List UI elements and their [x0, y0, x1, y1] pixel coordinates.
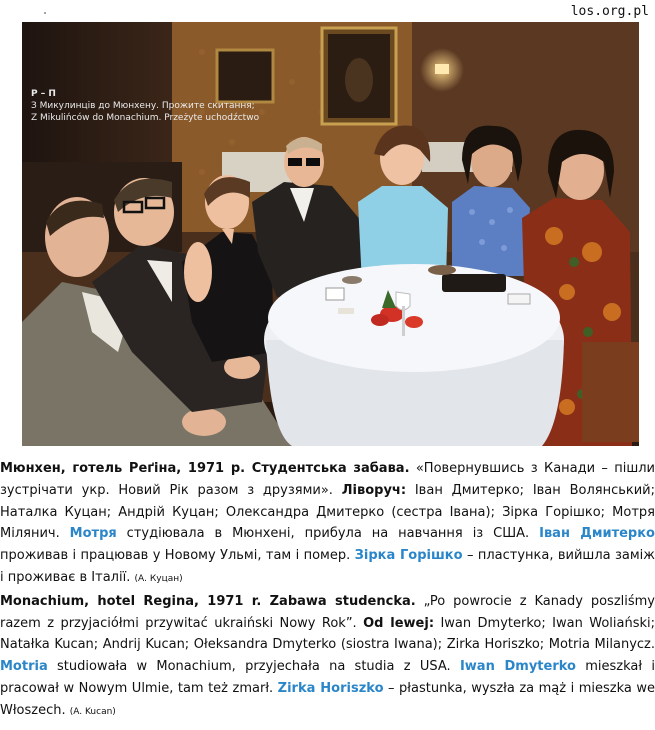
dot-mark: [44, 12, 46, 14]
caption-pl-text-2: mieszkał i pracował w Nowym Ulmie, tam też zmarł.: [0, 659, 655, 696]
caption-pl-source: (A. Kucan): [69, 706, 116, 717]
photo-overlay-text: [31, 88, 259, 124]
caption-uk-quote: «Повернувшись з Канади – пішли зустрічати укр. Новий Рік разом з друзями».: [0, 461, 655, 498]
caption-uk-text-3: – пластунка, вийшла заміж і проживає в Італії.: [0, 548, 655, 585]
caption-pl-name-iwan: Iwan Dmyterko: [459, 659, 576, 675]
caption-uk-source: (А. Куцан): [134, 573, 183, 584]
caption-uk-from-left: Ліворуч:: [341, 482, 407, 498]
caption-uk-text-1: студіювала в Мюнхені, прибула на навчання із США.: [116, 526, 540, 542]
caption-uk-name-ivan: Іван Дмитерко: [539, 526, 655, 542]
caption-uk-names: Іван Дмитерко; Іван Волянський; Наталка Куцан; Андрій Куцан; Олександра Дмитерко (сестра Івана); Зірка Горішко; Мотря Мілянич.: [0, 482, 655, 542]
caption-pl-text-1: studiowała w Monachium, przyjechała na studia z USA.: [47, 659, 460, 675]
photo-illustration: [22, 22, 639, 446]
caption-pl-text-3: – płastunka, wyszła za mąż i mieszka we Włoszech.: [0, 680, 655, 718]
group-photo: [22, 22, 639, 446]
overlay-line-pl: Z Mikulińców do Monachium. Przeżyte uchodźctwo: [31, 113, 260, 123]
caption-uk-lead: Мюнхен, готель Реґіна, 1971 р. Студентська забава.: [0, 461, 410, 476]
caption-pl-names: Iwan Dmyterko; Iwan Woliański; Natałka Kucan; Andrij Kucan; Ołeksandra Dmyterko (siostra Iwana); Zirka Horiszko; Motria Milanycz.: [0, 615, 655, 653]
caption-uk-name-motria: Мотря: [69, 526, 117, 542]
caption-pl-from-left: Od lewej:: [363, 615, 435, 631]
overlay-code: Р – П: [31, 89, 56, 99]
caption-pl-lead: Monachium, hotel Regina, 1971 r. Zabawa studencka.: [0, 593, 416, 609]
caption-pl-name-zirka: Zirka Horiszko: [277, 680, 384, 696]
caption-uk-name-zirka: Зірка Горішко: [354, 548, 463, 564]
caption-block: [0, 458, 655, 724]
caption-pl-name-motria: Motria: [0, 659, 48, 675]
overlay-line-uk: З Микулинців до Мюнхену. Прожите скитання;: [31, 101, 255, 111]
caption-ukrainian: [0, 458, 655, 591]
caption-polish: [0, 591, 655, 724]
site-name[interactable]: los.org.pl: [570, 4, 649, 19]
caption-pl-quote: „Po powrocie z Kanady poszliśmy razem z przyjaciółmi przywitać ukraiński Nowy Rok”.: [0, 593, 655, 631]
caption-uk-text-2: проживав і працював у Новому Ульмі, там і помер.: [0, 548, 355, 564]
